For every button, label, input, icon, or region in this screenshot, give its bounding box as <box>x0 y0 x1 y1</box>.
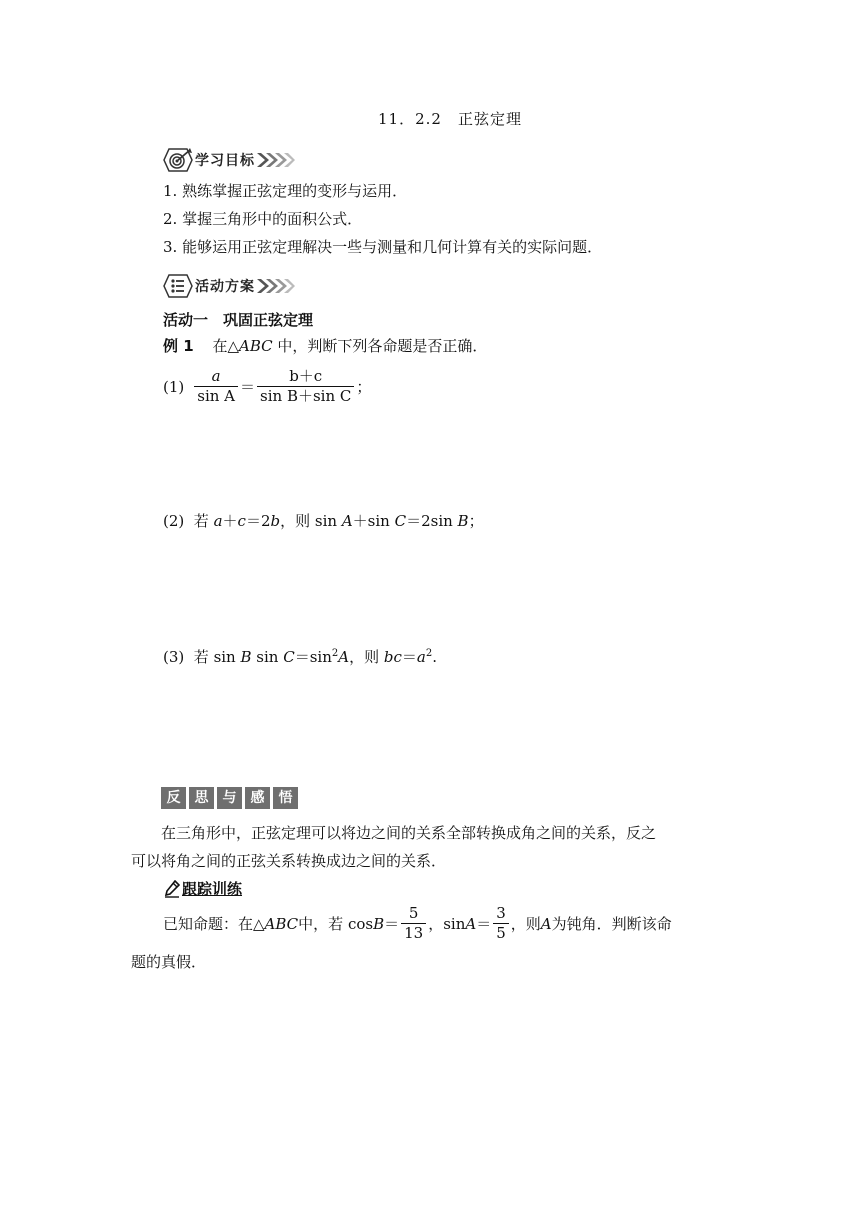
list-icon <box>163 273 193 299</box>
var: b <box>270 512 281 530</box>
item-label: (3) <box>163 648 185 666</box>
chevrons-icon <box>257 279 295 293</box>
section-title: 11．2.2 正弦定理 <box>378 110 522 128</box>
target-icon <box>163 147 193 173</box>
text: ＝sin <box>294 648 332 666</box>
text: ＝2sin <box>406 512 458 530</box>
fraction <box>401 905 426 943</box>
follow-title: 跟踪训练 <box>182 880 243 898</box>
item-1 <box>163 368 371 406</box>
fraction <box>493 905 509 943</box>
fraction-numerator: a <box>211 367 221 385</box>
var: B <box>240 648 252 666</box>
example-text: 中，判断下列各命题是否正确． <box>272 337 488 355</box>
reflection-char: 悟 <box>273 787 298 809</box>
reflection-char: 感 <box>245 787 270 809</box>
text: ＋ <box>222 512 238 530</box>
superscript: 2 <box>425 648 433 659</box>
fraction <box>194 368 238 406</box>
goals-banner-label: 学习目标 <box>195 153 255 169</box>
text: 若 <box>193 512 214 530</box>
text: ，则 <box>349 648 384 666</box>
reflection-char: 思 <box>189 787 214 809</box>
superscript: 2 <box>331 648 339 659</box>
var: c <box>237 512 246 530</box>
text: 中，若 cos <box>298 915 374 934</box>
text: ＝ <box>384 915 400 934</box>
var: ABC <box>264 914 299 933</box>
plan-banner-label: 活动方案 <box>195 279 255 295</box>
item-3 <box>163 646 437 667</box>
text: ＝ <box>476 915 492 934</box>
var: B <box>373 914 385 933</box>
var: A <box>540 914 552 933</box>
plan-banner <box>163 273 295 299</box>
text: sin <box>251 648 284 666</box>
text: 已知命题：在△ <box>163 915 265 934</box>
text: ； <box>468 512 484 530</box>
var: A <box>465 914 477 933</box>
example-label: 例 1 <box>163 337 194 355</box>
text: ，则 sin <box>280 512 342 530</box>
fraction-numerator: b＋c <box>289 367 323 385</box>
example-text: 在△ <box>212 337 239 355</box>
reflection-header <box>161 787 301 809</box>
chevrons-icon <box>257 153 295 167</box>
text: ，则 <box>510 915 541 934</box>
var: A <box>341 512 353 530</box>
text: ，sin <box>428 915 466 934</box>
fraction-numerator: 5 <box>408 904 419 922</box>
example-1 <box>163 335 487 356</box>
follow-problem <box>163 905 672 943</box>
var: a <box>416 648 426 666</box>
follow-problem-line2: 题的真假． <box>131 953 207 971</box>
goals-banner <box>163 147 295 173</box>
goal-item: 2. 掌握三角形中的面积公式． <box>163 210 363 228</box>
goal-item: 1. 熟练掌握正弦定理的变形与运用． <box>163 182 408 200</box>
item-label: (1) <box>163 377 185 396</box>
fraction-denominator: 5 <box>493 923 509 942</box>
goal-item: 3. 能够运用正弦定理解决一些与测量和几何计算有关的实际问题． <box>163 238 603 256</box>
text: . <box>432 648 438 666</box>
var: a <box>213 512 223 530</box>
item-end: ； <box>356 378 372 397</box>
fraction-denominator: sin A <box>194 386 238 405</box>
var: B <box>457 512 469 530</box>
fraction <box>257 368 354 406</box>
text: 若 sin <box>193 648 241 666</box>
equals-sign: ＝ <box>240 378 256 397</box>
pencil-icon <box>164 880 180 898</box>
var: A <box>338 648 350 666</box>
var: bc <box>383 648 402 666</box>
example-abc: ABC <box>239 337 273 355</box>
fraction-numerator: 3 <box>496 904 506 922</box>
reflection-line: 可以将角之间的正弦关系转换成边之间的关系． <box>131 852 447 870</box>
item-2 <box>163 510 484 531</box>
reflection-char: 反 <box>161 787 186 809</box>
text: ＝2 <box>245 512 271 530</box>
text: 为钝角．判断该命 <box>551 915 672 934</box>
reflection-char: 与 <box>217 787 242 809</box>
var: C <box>394 512 407 530</box>
activity-title: 活动一 巩固正弦定理 <box>163 311 314 329</box>
fraction-denominator: sin B＋sin C <box>257 386 354 405</box>
var: C <box>283 648 295 666</box>
item-label: (2) <box>163 512 185 530</box>
text: ＋sin <box>352 512 395 530</box>
reflection-line: 在三角形中，正弦定理可以将边之间的关系全部转换成角之间的关系，反之 <box>161 824 657 842</box>
follow-header <box>164 878 242 899</box>
fraction-denominator: 13 <box>401 923 426 942</box>
text: ＝ <box>401 648 417 666</box>
